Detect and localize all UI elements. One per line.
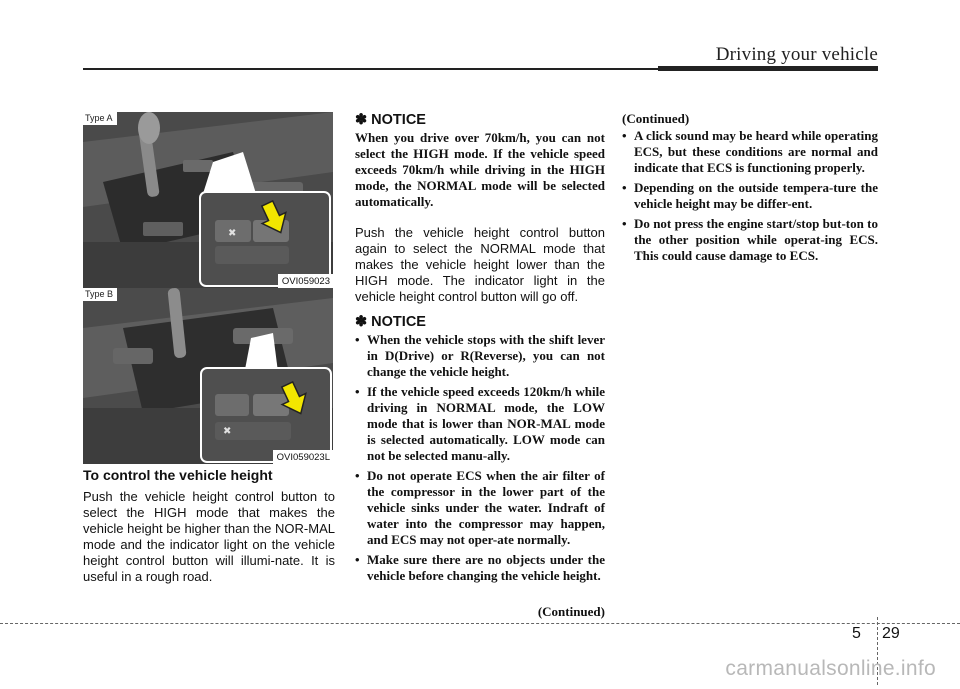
console-photo-type-a [83,112,333,288]
notice-title: ✽ NOTICE [355,314,426,330]
notice-bold-paragraph: When you drive over 70km/h, you can not select the HIGH mode. If the vehicle speed exceeds 70km/h while driving in the HIGH mode, the NORMAL mode will be selected automatically. [355,130,605,209]
figure-code: OVI059023L [273,450,333,464]
footer-rule [0,623,960,624]
list-item: • Do not operate ECS when the air filter of the compressor in the lower part of the vehicle sinks under the water. Indraft of water into the compressor may happen, and ECS may not oper-ate normally. [355,468,605,547]
svg-text:✖: ✖ [223,426,232,437]
list-item: • Depending on the outside tempera-ture the vehicle height may be differ-ent. [622,180,878,211]
continued-label: (Continued) [537,604,605,619]
header-rule-accent [658,66,878,71]
running-header: Driving your vehicle [715,44,878,65]
list-item: • A click sound may be heard while operating ECS, but these conditions are normal and indicate that ECS is functioning properly. [622,128,878,175]
watermark: carmanualsonline.info [725,657,936,680]
list-item: • Do not press the engine start/stop but-ton to the other position while operat-ing ECS. This could cause damage to ECS. [622,216,878,263]
notice-bullet-list [355,332,605,588]
page-number: 29 [882,625,900,642]
section-body: Push the vehicle height control button to select the HIGH mode that makes the vehicle height be higher than the NOR-MAL mode and the indicator light on the vehicle height control button will illumi-nate. It is useful in a rough road. [83,489,335,584]
notice-title: ✽ NOTICE [355,112,426,128]
figure-code: OVI059023 [278,274,333,288]
figure-type-label: Type A [83,112,117,125]
list-item: • If the vehicle speed exceeds 120km/h while driving in NORMAL mode, the LOW mode that is lower than NOR-MAL mode is selected automatically. LOW mode can not be selected manu-ally. [355,384,605,463]
section-heading: To control the vehicle height [83,467,273,483]
list-item: • When the vehicle stops with the shift lever in D(Drive) or R(Reverse), you can not change the vehicle height. [355,332,605,379]
notice-bullet-list [622,128,878,268]
figure-type-label: Type B [83,288,117,301]
chapter-number: 5 [852,625,861,642]
figure-type-b [83,288,333,464]
svg-text:✖: ✖ [228,228,237,239]
list-item: • Make sure there are no objects under the vehicle before changing the vehicle height. [355,552,605,583]
notice-paragraph: Push the vehicle height control button again to select the NORMAL mode that makes the vehicle height lower than the HIGH mode. The indicator light in the vehicle height control button will go off. [355,225,605,304]
continued-label: (Continued) [622,111,690,126]
figure-type-a [83,112,333,288]
console-photo-type-b [83,288,333,464]
